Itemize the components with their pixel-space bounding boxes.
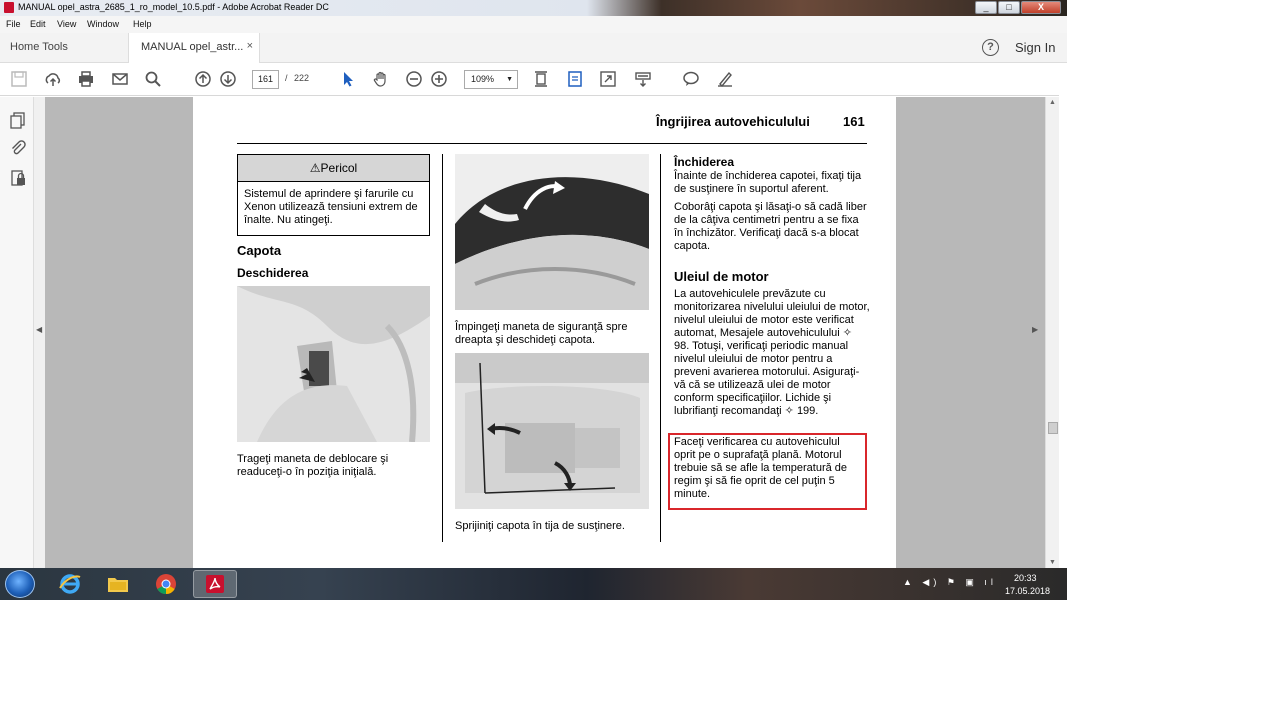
tab-document[interactable] (128, 33, 260, 63)
tab-bar (0, 33, 1067, 63)
page-down-icon[interactable] (218, 69, 238, 89)
window-controls (975, 1, 1061, 14)
fit-page-icon[interactable] (531, 69, 551, 89)
column-divider (660, 154, 661, 542)
close-window-button[interactable]: X (1021, 1, 1061, 14)
caption-release-lever: Trageţi maneta de deblocare şi readuceţi-o în poziţia iniţială. (237, 453, 389, 478)
danger-title: ⚠Pericol (238, 155, 429, 182)
internet-explorer-icon[interactable] (48, 570, 92, 598)
window-title-bar (0, 0, 1067, 16)
attachments-icon[interactable] (9, 139, 27, 157)
save-icon[interactable] (9, 69, 29, 89)
page-header-number: 161 (843, 114, 865, 129)
print-icon[interactable] (76, 69, 96, 89)
pdf-page (193, 97, 896, 568)
lock-doc-icon[interactable] (9, 169, 27, 187)
chevron-right-icon: ▶ (1032, 325, 1039, 334)
select-arrow-icon[interactable] (338, 69, 358, 89)
zoom-out-icon[interactable] (404, 69, 424, 89)
chevron-left-icon: ◀ (36, 325, 43, 334)
tab-document-label: MANUAL opel_astr... (141, 41, 244, 53)
search-icon[interactable] (143, 69, 163, 89)
zoom-select[interactable] (464, 70, 518, 89)
section-heading-capota: Capota (237, 243, 282, 258)
maximize-button[interactable]: □ (998, 1, 1020, 14)
taskbar (0, 568, 1067, 600)
paragraph-ulei: La autovehiculele prevăzute cu monitorizarea nivelului uleiului de motor, nivelul uleiului de motor este verificat automat, Mesajele autovehiculului ✧ 98. Totuşi, verificaţi periodic manual nivelul uleiului de motor pentru a preveni avarierea motorului. Asiguraţi-vă că se utilizează ulei de motor conform specificaţiilor. Lichide şi lubrifianţi recomandaţi ✧ 199. (674, 288, 870, 417)
subheading-deschiderea: Deschiderea (237, 266, 309, 280)
subheading-inchiderea: Închiderea (674, 155, 735, 169)
keyboard-icon[interactable] (633, 69, 653, 89)
left-panel-toggle[interactable] (34, 97, 45, 568)
minimize-button[interactable]: _ (975, 1, 997, 14)
menu-help[interactable]: Help (133, 19, 152, 29)
zoom-value: 109% (471, 74, 495, 84)
full-screen-icon[interactable] (598, 69, 618, 89)
menu-window[interactable]: Window (87, 19, 120, 29)
highlighted-paragraph: Faceţi verificarea cu autovehiculul oprit pe o suprafaţă plană. Motorul trebuie să se afle la temperatură de regim şi să fie oprit de cel puţin 5 minute. (674, 436, 848, 500)
read-mode-icon[interactable] (565, 69, 585, 89)
figure-release-lever (237, 286, 430, 442)
page-total: 222 (294, 73, 310, 83)
tab-close-icon[interactable]: × (246, 40, 253, 52)
acrobat-app-icon (4, 2, 14, 13)
section-heading-ulei: Uleiul de motor (674, 269, 769, 284)
menu-view[interactable]: View (57, 19, 77, 29)
page-header-title: Îngrijirea autovehiculului (656, 114, 810, 129)
toolbar (0, 63, 1067, 96)
paragraph-inchiderea-2: Coborâţi capota şi lăsaţi-o să cadă liber de la câţiva centimetri pentru a se fixa în închizător. Verificaţi dacă s-a blocat capota. (674, 201, 867, 252)
comment-icon[interactable] (681, 69, 701, 89)
file-explorer-icon[interactable] (96, 570, 140, 598)
zoom-in-icon[interactable] (429, 69, 449, 89)
chevron-down-icon: ▼ (506, 76, 513, 83)
cloud-upload-icon[interactable] (43, 69, 63, 89)
window-title: MANUAL opel_astra_2685_1_ro_model_10.5.pdf - Adobe Acrobat Reader DC (18, 2, 329, 12)
acrobat-icon[interactable] (193, 570, 237, 598)
header-rule (237, 143, 867, 144)
help-icon[interactable]: ? (982, 39, 999, 56)
sign-in-button[interactable]: Sign In (1015, 40, 1056, 55)
vertical-scrollbar[interactable] (1045, 97, 1059, 568)
right-panel-toggle[interactable] (1025, 97, 1045, 568)
highlight-pen-icon[interactable] (715, 69, 735, 89)
email-icon[interactable] (110, 69, 130, 89)
clock-date[interactable]: 17.05.2018 (1005, 586, 1051, 596)
page-up-icon[interactable] (193, 69, 213, 89)
danger-text: Sistemul de aprindere şi farurile cu Xenon utilizează tensiuni extrem de înalte. Nu atingeţi. (244, 188, 418, 226)
figure-support-rod (455, 353, 649, 509)
pages-icon[interactable] (9, 111, 27, 129)
home-tools-tabs[interactable]: Home Tools (10, 41, 68, 53)
blank-area-right (1067, 0, 1280, 719)
column-divider (442, 154, 443, 542)
menu-file[interactable]: File (6, 19, 21, 29)
caption-safety-catch: Împingeţi maneta de siguranţă spre dreapta şi deschideţi capota. (455, 321, 628, 346)
scroll-up-icon[interactable]: ▲ (1049, 99, 1056, 106)
danger-box (237, 154, 430, 236)
hand-icon[interactable] (371, 69, 391, 89)
start-button[interactable] (5, 570, 35, 598)
menu-edit[interactable]: Edit (30, 19, 46, 29)
page-separator: / (285, 73, 288, 83)
system-tray-icons[interactable]: ▲ ◀) ⚑ ▣ ıl (903, 577, 997, 587)
scrollbar-thumb[interactable] (1048, 422, 1058, 434)
clock-time[interactable]: 20:33 (1014, 573, 1037, 583)
page-number-input[interactable]: 161 (252, 70, 279, 89)
menu-bar (0, 16, 1067, 33)
scroll-down-icon[interactable]: ▼ (1049, 559, 1056, 566)
right-edge (1059, 63, 1067, 568)
left-rail (0, 97, 34, 568)
figure-safety-catch (455, 154, 649, 310)
chrome-icon[interactable] (144, 570, 188, 598)
caption-support-rod: Sprijiniţi capota în tija de susţinere. (455, 520, 625, 532)
blank-area-bottom (0, 600, 1067, 719)
paragraph-inchiderea-1: Înainte de închiderea capotei, fixaţi tija de susţinere în suportul aferent. (674, 170, 862, 195)
